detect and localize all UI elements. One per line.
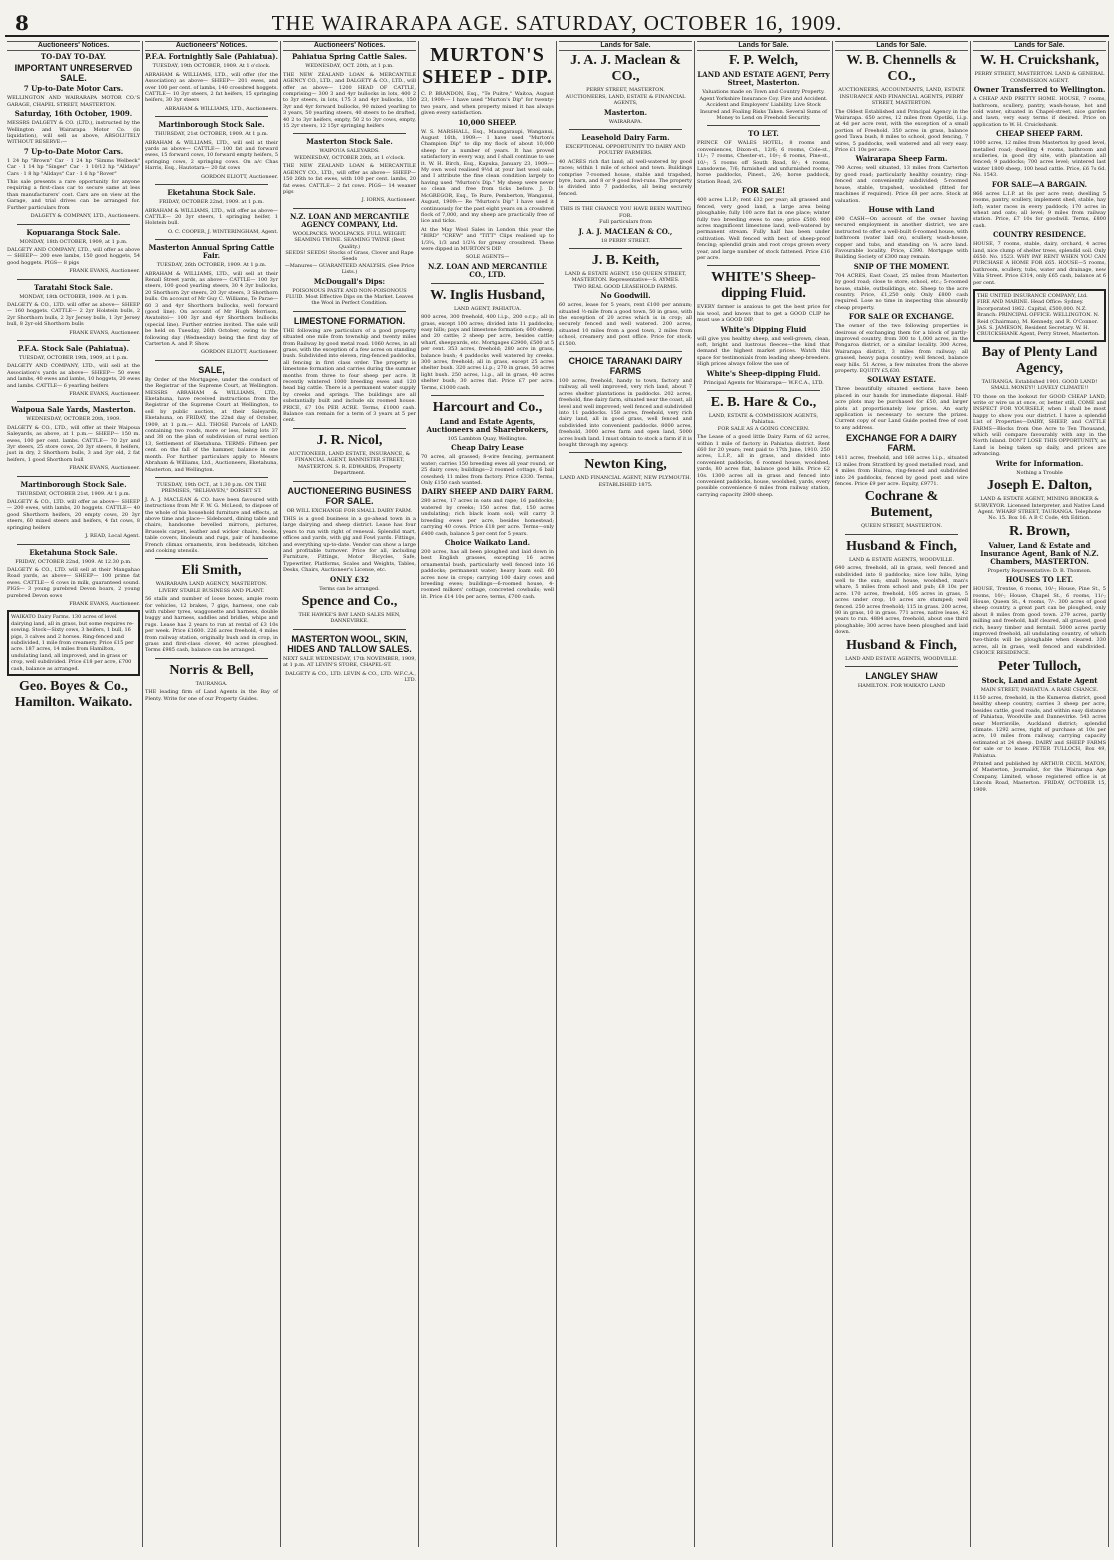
advert-body: By Order of the Mortgagee, under the conduct of the Registrar of the Supreme Court, at Wellington. MESSRS ABRAHAM & WILLIAMS, LTD., Eketahuna, have received instructions from the Registrar of the Supreme Court at Wellington, to sell by public auction, at their Saleyards, Eketahuna, on FRIDAY, the 22nd day of October, 1909, at 1 p.m.— ALL THOSE Parcels of LAND, containing two roods, more or less, being lots 37 and 38 on the plan of subdivision of rural section 13, Settlement of Eketahuna. TERMS: Fifteen per cent. on the fall of the hammer, balance in one month. For further particulars apply to Messrs Abraham & Williams, Ltd., Auctioneers, Eketahuna, Masterton, and Wellington. (145, 376, 278, 473)
centered-text: 105 Lambton Quay, Wellington. (447, 436, 528, 443)
sub-heading: Masterton Stock Sale. (306, 137, 393, 147)
advert-body: 60 acres, lease for 5 years, rent £100 per annum; situated ½-mile from a good town, 50 in grass, with the exception of 20 acres which is in crop; all securely fenced and well watered. 200 acres, situated 10 miles from a good town, 2 miles from school, creamery and post office. Price for stock, £1500. (559, 302, 692, 347)
divider (155, 116, 268, 117)
divider (17, 224, 130, 225)
sub-heading: Cheap Dairy Lease (451, 443, 524, 453)
column-6 (695, 41, 833, 1547)
centered-text: LAND & ESTATE AGENT, MINING BROKER & SURVEYOR. Licensed Interpreter, and Native Land Agent. WHARF STREET, TAURANGA. Telephone No. 15. Box 16. A B C Code, 4th Edition. (974, 496, 1105, 522)
advert-name: Husband & Finch, (846, 538, 957, 554)
sub-heading: 7 Up-to-Date Motor Cars. (23, 146, 124, 156)
divider (155, 477, 268, 478)
advert-body: PRINCE OF WALES HOTEL; 8 rooms and conveniences, Dixon-st., 12/6; 6 rooms, Cole-st., 11/-; 7 rooms, Chester-st., 10/-; 6 rooms, Pine-st., 10/-; 5 rooms off South Road, 8/-; 4 rooms, Lansdowne, 7/6; furnished and unfurnished rooms; horse paddocks, Pinest., 2/6; horse paddock, Station Road, 2/6. (697, 140, 830, 185)
advert-body: 1150 acres, freehold, in the Kumeroa district, good healthy sheep country, carries 3 sheep per acre, besides cattle, good roads, and within easy distance of Pahiatua, Woodville and Dannevirke. 543 acres near Morrisville, Auckland district; splendid climate. 1292 acres, right of purchase at 10s per acre, 10 miles from railway, carrying capacity estimated at 24 sheep. DAIRY and SHEEP FARMS for sale or to lease. PETER TULLOCH, Box 49, Pahiatua. (973, 695, 1106, 759)
sub-heading: Choice Waikato Land. (444, 537, 531, 547)
centered-text: HAMILTON. FOR WAIKATO LAND (857, 683, 946, 689)
advert-body: DALGETY AND COMPANY, LTD., will sell at the Association's yards as above— SHEEP— 50 ewes and lambs, 40 ewes and lambs, 10 hoggets, 20 ewes and lambs. CATTLE— 6 yearling heifers (7, 363, 140, 389)
advert-headline: MURTON'S SHEEP - DIP. (422, 44, 553, 88)
advert-body: HOUSE, Trentse, 6 rooms, 10/-; House, Pine St., 5 rooms, 10/-; House, Chapel St., 6 rooms, 11/-; House, Queen St., 4 rooms, 7/-. 300 acres of good sheep country, a great part can be ploughed, only about 8 miles from good town. 279 acres, partly milling and freehold, half cleared, all grassed, good rich, heavy timber and ferntail. 5000 acres partly improved freehold, all undulating country, of which two-thirds will be ploughable when cleared. 330 acres, all in grass, well fenced and subdivided. CHOICE RESIDENCE. (973, 586, 1106, 657)
advert-body: EVERY farmer is anxious to get the best price for his wool, and knows that to get a GOOD CLIP he must use a GOOD DIP. (697, 304, 830, 324)
centered-text: Valuations made on Town and Country Property. Agent Yorkshire Insurance Coy. Fire and Accident. Accident and Employers' Liability. Live Stock Insured and Foaling Risks Taken. Several Sums of Money to Lend on Freehold Security. (699, 89, 828, 122)
advert-body: HOUSE, 7 rooms, stable, dairy, orchard, 4 acres land, nice clump of shelter trees, splendid soil. Only £650. No. 1523. WHY PAY RENT WHEN YOU CAN PURCHASE A HOME FOR £65. HOUSE—5 rooms, bathroom, scullery, tubs, water and drainage, new Villa Street. Price £314, only £65 cash, balance at 6 per cent. (973, 241, 1106, 286)
divider (707, 390, 820, 391)
advert-body: 100 acres, freehold, handy to town, factory and railway, all well improved, very rich land, about 7 acres shelter plantations in paddocks. 202 acres, freehold, fine dairy farm, situated near the coast, all level and well improved; well fenced and subdivided into 11 paddocks. 158 acres, freehold, very rich dairy land, all in good grass, well fenced and subdivided into convenient paddocks. 8000 acres, freehold, 3000 acres farm and open land, 5000 acres bush land. I must obtain to stock a farm if it is bought through my agency. (559, 377, 692, 449)
advert-body: The Oldest Established and Principal Agency in the Wairarapa. 650 acres, 12 miles from Opotiki, l.i.p. at 4d per acre rent, with the exception of a small portion of Freehold. 350 acres in grass, balance good Tawa bush, 8 miles to school, good fencing, 7 wires, 5 paddocks, well watered and all very easy. Price £1 10s per acre. (835, 108, 968, 154)
centered-text: TWO REAL GOOD LEASEHOLD FARMS. (573, 283, 678, 290)
signature-line: DALGETY & COMPANY, LTD., Auctioneers. (30, 213, 140, 220)
signature-line: FRANK EVANS, Auctioneer. (69, 329, 140, 336)
centered-text: OR WILL EXCHANGE FOR SMALL DAIRY FARM. (286, 507, 413, 514)
divider (17, 401, 130, 402)
centered-text: THE HAWKE'S BAY LAND SALES MEN, DANNEVIRKE. (298, 611, 401, 625)
signature-line: FRANK EVANS, Auctioneer. (69, 268, 140, 275)
divider (155, 239, 268, 240)
advert-body: 280 acres, 17 acres in oats and rape; 16 paddocks; watered by creeks; 150 acres flat, 150 acres undulating; rich black loam soil; will carry 3 breeding ewes per acre, besides homestead; carrying 40 cows. Price £18 per acre. Terms—only £400 cash, balance 5 per cent for 5 years. (421, 498, 554, 537)
sub-heading: TO-DAY TO-DAY. (40, 52, 107, 62)
sub-heading: Write for Information. (995, 458, 1084, 468)
divider (707, 265, 820, 266)
sub-heading: Owner Transferred to Wellington. (973, 85, 1106, 95)
section-heading: SALE, (198, 364, 225, 375)
advert-body: TO those on the lookout for GOOD CHEAP LAND, write or wire us at once, or, better still, COME and INSPECT FOR YOURSELF, when I shall be most happy to show you our district. I have a splendid List of Properties—DAIRY, SHEEP, and CATTLE FARMS—Blocks from One Acre to Ten Thousand, which will compare favourably with any in the North Island. DON'T LOSE THIS OPPORTUNITY, as Land is being taken up daily, and prices are advancing. (973, 393, 1106, 458)
centered-text: LAND AND FINANCIAL AGENT, NEW PLYMOUTH. ESTABLISHED 1875. (559, 475, 692, 488)
divider (17, 476, 130, 477)
divider (17, 340, 130, 341)
centered-text: —Manures— GUARANTEED ANALYSIS. (See Price Lists.) (284, 262, 415, 276)
sub-heading: White's Dipping Fluid (720, 324, 807, 334)
advert-body: WELLINGTON AND WAIRARAPA MOTOR CO.'S GARAGE, CHAPEL STREET, MASTERTON. (7, 95, 140, 108)
advert-body: 640 acres, freehold, all in grass, well fenced and subdivided into 8 paddocks; nice low hills, lying well to the sun; small house, woolshed, man's whare, 5 miles from school and pub; £8 10s per acre. 170 acres, freehold, 105 acres in grass, 5 acres under crop, 10 acres are stumped; well fenced. 250 acres freehold; 115 in grass. 200 acres, 80 in grass, 10 in grass. 771 acres, native lease, 42 years to run. 4884 acres, freehold, about one third ploughable; 300 acres have been ploughed and laid down. (835, 565, 968, 636)
centered-text: WEDNESDAY, OCTOBER 20th, 1909. (26, 416, 121, 423)
centered-text: AUCTIONEERS, LAND, ESTATE & FINANCIAL AGENTS, (565, 93, 686, 107)
centered-text: Nothing a Trouble (1016, 469, 1063, 476)
centered-text: WEDNESDAY, OCT. 20th, at 1 p.m. (305, 63, 394, 70)
divider (431, 395, 544, 396)
divider (707, 125, 820, 126)
advert-body: The owner of the two following properties is desirous of exchanging them for a block of partly-improved country, from 300 to 1,000 acres, in the Pongaroa district, or a similar locality. 300 Acres, Wairarapa district, 3 miles from railway; all grassed, heavy papa country; well fenced, balance easy hills. 51 Acres, a few minutes from the above property. EQUITY £5,630. (835, 323, 968, 375)
divider (17, 544, 130, 545)
centered-text: THIS IS THE CHANCE YOU HAVE BEEN WAITING FOR. (560, 206, 691, 219)
advert-name: J. A. J. Maclean & CO., (570, 53, 681, 85)
centered-text: Principal Agents for Wairarapa— W.F.C.A., LTD. (703, 379, 824, 386)
centered-text: AUCTIONEERS, ACCOUNTANTS, LAND, ESTATE INSURANCE AND FINANCIAL AGENTS, PERRY STREET, MASTERTON. (838, 87, 965, 107)
advert-body: 400 acres L.I.P.; rent £32 per year; all grassed and fenced, very good land, a large area being ploughable; fully 100 acre flat in one place; winter fully two breeding ewes to one; price £500. 900 acres magnificent limestone land, well-watered by permanent stream. Fully half has been under cultivation. Well fenced with best of sheep-proof fencing; splendid grain and root crops grown every year, and large number of stock fattened. Price £16 per acre. (697, 197, 830, 261)
advert-body: At the May Wool Sales in London this year the "BIRD" "CREW" and "TITT" Clips realised up to 1/3¼, 1/3 and 1/2¼ for greasy crossbred. These were dipped in MURTON'S DIP. (421, 226, 554, 252)
advert-name: J. B. Keith, (591, 252, 660, 268)
centered-text: TUESDAY, 19th OCT., at 1.30 p.m. ON THE PREMISES, "BELHAVEN," DORSET ST. (156, 481, 267, 495)
sub-heading: 7 Up-to-Date Motor Cars. (23, 84, 124, 94)
advert-body: DALGETY & CO., LTD. will offer as above— SHEEP— 160 hoggets. CATTLE— 2 2yr Holstein bulls, 2 2yr Shorthorn bulls, 2 3yr Jersey bulls, 1 3yr Jersey bull, 8 2yr-old Shorthorn bulls (7, 301, 140, 328)
section-heading: LIMESTONE FORMATION. (293, 315, 406, 326)
sub-heading: DAIRY SHEEP AND DAIRY FARM. (421, 487, 554, 497)
sub-heading: CHEAP SHEEP FARM. (996, 129, 1083, 139)
sub-heading: Land and Estate Agents, Auctioneers and Sharebrokers, (426, 417, 549, 435)
centered-text: TAURANGA. (195, 680, 228, 687)
masthead (5, 5, 1109, 37)
advert-name: Cochrane & Butement, (864, 489, 939, 521)
advert-name: W. B. Chennells & CO., (846, 53, 957, 85)
advert-name: E. B. Hare & Co., (710, 395, 817, 410)
divider (155, 558, 268, 559)
divider (17, 279, 130, 280)
column-header: Lands for Sale. (697, 41, 830, 51)
advert-name: Eli Smith, (181, 563, 242, 579)
centered-text: TAURANGA. Established 1901. GOOD LAND! SMALL MONEY!! LOVELY CLIMATE!! (981, 378, 1098, 392)
advert-body: MESSRS DALGETY & CO. (LTD.), instructed by the Wellington and Wairarapa Motor Co. (in liquidation), will sell as above, ABSOLUTELY WITHOUT RESERVE:— (7, 120, 140, 146)
page-title: THE WAIRARAPA AGE. SATURDAY, OCTOBER 16, 1909. (271, 11, 843, 35)
section-heading: IMPORTANT UNRESERVED SALE. (14, 63, 133, 84)
centered-text: POISONOUS PASTE AND NON-POISONOUS FLUID. Most Effective Dips on the Market. Leaves the Wool in Perfect Condition. (285, 287, 414, 307)
advert-body: DALGETY AND COMPANY, LTD., will offer as above— SHEEP— 200 ewe lambs, 150 good hoggets, 54 good hoggets. PIGS— 8 pigs (7, 246, 140, 266)
sub-heading: COUNTRY RESIDENCE. (992, 230, 1087, 240)
section-heading: EXCHANGE FOR A DAIRY FARM. (845, 433, 957, 454)
advert-name: Husband & Finch, (846, 637, 957, 653)
advert-body: THE NEW ZEALAND LOAN & MERCANTILE AGENCY CO., LTD., and DALGETY & CO., LTD., will offer as above— 1200 HEAD OF CATTLE, comprising— 300 3 and 4yr bullocks in lots, 400 2 to 3yr steers, in lots, 175 3 and 4yr bullocks, 150 3yr and 4yr forward bullocks, 90 mixed yearling to 3 years, 50 yearling steers, 40 steers to be drafted, 40 2 to 3yr heifers, empty, 50 2 to 3yr cows, empty, 15 2yr steers, 12 15yr springing heifers (283, 71, 416, 130)
sub-heading: HOUSES TO LET. (1005, 575, 1074, 585)
advert-body: NEXT SALE WEDNESDAY, 17th NOVEMBER, 1909, at 1 p.m. AT LEVIN'S STORE, CHAPEL-ST. (283, 655, 416, 669)
advert-name: Geo. Boyes & Co., Hamilton. Waikato. (14, 679, 133, 710)
divider (845, 666, 958, 667)
divider (155, 184, 268, 185)
advert-body: This sale presents a rare opportunity for anyone requiring a first-class car to secure same at less than manufacturers' cost. Cars are on view at the Garage, and trial drives can be arranged for. Further particulars from (7, 179, 140, 211)
advert-name: WHITE'S Sheep-dipping Fluid. (711, 270, 816, 302)
column-header: Auctioneers' Notices. (283, 41, 416, 51)
advert-body: 790 Acres; well situated, 13 miles from Carterton by good road; particularly healthy country; ring-fenced and conveniently subdivided; 5-roomed house, stable, trapshed, woolshed (fitted for machines if required). Price £8 per acre. Stock at valuation. (835, 165, 968, 204)
sub-heading: FOR SALE—A BARGAIN. (991, 179, 1088, 189)
sub-heading: TO LET. (748, 129, 779, 139)
centered-text: LAND & ESTATE AGENT, 150 QUEEN STREET, MASTERTON. Representative—S. AYMES. (564, 270, 687, 284)
divider (569, 129, 682, 130)
advert-name: F. P. Welch, (728, 53, 799, 69)
sub-heading: Pahiatua Spring Cattle Sales. (291, 52, 408, 62)
signature-line: FRANK EVANS, Auctioneer. (69, 391, 140, 397)
column-header: Lands for Sale. (559, 41, 692, 51)
centered-text: FRIDAY, OCTOBER 22nd, 1909. at 1 p.m. (159, 199, 264, 206)
centered-text: AUCTIONEER, LAND ESTATE, INSURANCE, & FINANCIAL AGENT, BANNISTER STREET, MASTERTON. S. R. EDWARDS, Property Department. (288, 450, 411, 477)
column-5 (557, 41, 695, 1547)
centered-text: LAND AND ESTATE AGENTS, WOODVILLE. (845, 655, 958, 662)
advert-body: 200 acres, has all been ploughed and laid down in best English grasses, excepting 16 acres ornamental bush, particularly well fenced into 16 paddocks; permanent water; heavy loam soil. 60 acres now in crops; carrying 100 dairy cows and breeding ewes; buildings—6-roomed house, 4-roomed milkers' cottage, concreted cowbails; well lit. Price £14 10s per acre; terms, £700 cash. (421, 548, 554, 600)
advert-name: J. R. Nicol, (316, 432, 383, 448)
sub-heading: N.Z. LOAN AND MERCANTILE AGENCY COMPANY, Ltd. (290, 211, 409, 229)
sub-heading: Eketahuna Stock Sale. (29, 547, 118, 557)
advert-body: ABRAHAM & WILLIAMS, LTD., will offer as above— CATTLE— 20 3yr steers, 1 springing heifer, 1 Holstein bull. (145, 207, 278, 227)
sub-heading: Martinborough Stock Sale. (20, 479, 127, 489)
centered-text: THURSDAY, 21st OCTOBER, 1909. At 1 p.m. (154, 131, 269, 138)
advert-body: THE NEW ZEALAND LOAN & MERCANTILE AGENCY CO., LTD., will offer as above— SHEEP— 150 26th to fat ewes, with 100 per cent. lambs, 20 fat ewes. CATTLE— 2 fat cows. PIGS— 14 weaner pigs (283, 163, 416, 195)
centered-text: LAND & ESTATE AGENTS, WOODVILLE. (848, 556, 955, 563)
advert-name: Newton King, (584, 457, 667, 473)
centered-text: MAIN STREET, PAHIATUA. A RARE CHANCE. (980, 686, 1099, 693)
sub-heading: White's Sheep-dipping Fluid. (706, 368, 821, 378)
centered-text: EXCEPTIONAL OPPORTUNITY TO DAIRY AND POULTRY FARMERS. (565, 144, 686, 157)
divider (293, 428, 406, 429)
sub-heading: Stock, Land and Estate Agent (981, 675, 1098, 685)
advert-body: 1 24 hp "Brown" Car · 1 24 hp "Simms Welbeck" Car · 1 14 hp "Singer" Car · 1 10/12 hp "Alldays" Cars · 1 8 hp "Alldays" Car · 1 6 hp "Rover" (7, 157, 140, 177)
sub-heading: Kopuaranga Stock Sale. (26, 227, 121, 237)
divider (293, 629, 406, 630)
column-8 (971, 41, 1109, 1547)
signature-line: J. READ, Local Agent. (85, 533, 140, 540)
signature-line: FRANK EVANS, Auctioneer. (69, 465, 140, 472)
centered-text: LIVERY STABLE BUSINESS AND PLANT. (158, 587, 265, 594)
sub-heading: Eketahuna Stock Sale. (167, 188, 256, 198)
advert-name: Bay of Plenty Land Agency, (981, 344, 1098, 376)
advert-body: Three beautifully situated sections have been placed in our hands for immediate disposal. Half-acre plots may be purchased for £50, and larger plots at proportionately low prices. An early application is necessary to secure the prizes. Current copy of our Land Guide posted free of cost to any address. (835, 386, 968, 431)
divider (293, 133, 406, 134)
sub-heading: Wairarapa Sheep Farm. (855, 154, 948, 164)
centered-text: FOR SALE AS A GOING CONCERN. (717, 425, 810, 432)
centered-text: TUESDAY, 19th OCTOBER, 1909. At 1 o'clock. (152, 63, 271, 70)
advert-body: 1000 acres, 12 miles from Masterton by good level, metalled road; dwelling 4 rooms, bathroom and sculleries, in good dry site, with plantation all fenced; 9 paddocks; 700 acres level; wintered last winter 1800 sheep, 100 head cattle. Price, £6 7s 6d. No. 1543. (973, 140, 1106, 179)
divider (293, 208, 406, 209)
sub-heading: ONLY £32 (329, 574, 370, 584)
sub-heading: Taratahi Stock Sale. (34, 282, 113, 292)
advert-body: C. P. BRANDON, Esq., "Te Puitre," Waitoa, August 23, 1909:— I have used "Murton's Dip" for twenty-two years, and when property mixed it has always given every satisfaction. (421, 91, 554, 117)
column-header: Auctioneers' Notices. (7, 41, 140, 51)
sub-heading: Saturday, 16th October, 1909. (14, 109, 133, 119)
advert-body: 704 ACRES, East Coast, 25 miles from Masterton by good road; close to store, school, etc.; 5-roomed house, stable, outbuildings, etc. Sheep to the acre country. Price, £1,250 only. Only £800 cash required. Lose no time in inspecting this absurdly cheap property. (835, 272, 968, 311)
newspaper-page (5, 5, 1109, 1550)
column-2 (143, 41, 281, 1547)
advert-body: 800 acres, 300 freehold, 400 l.i.p., 200 o.r.p.; all in grass, except 100 acres; divided into 11 paddocks; easy hills; pays and limestone formation; 600 sheep, and 20 cattle; 2 sheep per acre, besides cattle; wharf, sheepyards, etc. Mortgages £2900, £500 at 5 per cent. 353 acres, freehold; 280 acre in grass, balance bush; 4 paddocks well watered by creeks. 300 acres, freehold; all in grass, except 25 acres shelter bush. 320 acres l.i.p.; 270 in grass, 50 acres light bush. 250 acres, l.i.p., all in grass, 40 acres shelter bush; 30 acres flat. Price £7 per acre. Terms, £1000 cash. (421, 314, 554, 391)
sub-heading: House with Land (868, 204, 935, 214)
signature-line: O. C. COOPER, J. WINTERINGHAM, Agent. (167, 228, 278, 235)
divider (569, 452, 682, 453)
signature-line: ABRAHAM & WILLIAMS, LTD., Auctioneers. (164, 105, 278, 112)
section-heading: AUCTIONEERING BUSINESS FOR SALE. (287, 485, 412, 506)
sub-heading: FOR SALE OR EXCHANGE. (848, 312, 955, 322)
column-3 (281, 41, 419, 1547)
advert-body: 56 stalls and number of loose boxes, ample room for vehicles, 12 brakes, 7 gigs, harness, one cab with rubber tyres, waggonette and harness, double buggy and harness, saddles and bridles, whips and rugs. Lease has 2 years to run at rental of £3 10s per week. Price £1600. 226 acres freehold, 4 miles from railway station, originally bush and in crop, in grass and first-class clover, 40 acres ploughed. Terms £985 cash, balance can be arranged. (145, 596, 278, 654)
section-heading: LANGLEY SHAW (865, 671, 938, 681)
advert-name: R. Brown, (1009, 523, 1070, 539)
advert-body: The Lease of a good little Dairy Farm of 62 acres, within 1 mile of factory in Pahiatua district. Rent £60 for 20 years; rent paid to 17th June, 1910. 250 acres, L.I.P., all in grass, and divided into convenient paddocks, 6 roomed house, woolshed, yards, 80 acres flat, balance good hills. Price £2 10s. 1300 acres all in grass and fenced into convenient paddocks, house, woolshed, yards, every possible convenience 6 miles from railway station, carrying capacity 2800 sheep. (697, 434, 830, 498)
divider (845, 534, 958, 535)
section-heading: MASTERTON WOOL, SKIN, HIDES AND TALLOW SALES. (287, 633, 412, 654)
sub-heading: Masterton. (603, 107, 648, 117)
sub-heading: Martinborough Stock Sale. (158, 120, 265, 130)
advert-body: DALGETY & CO., LTD., will offer at their Waipoua Saleyards, as above, at 1 p.m.— SHEEP— 150 m. ewes, 100 per cent. lambs. CATTLE— 70 2yr and 3yr steers, 25 store cows, 20 3yr steers, 8 heifers, just in dry, 2 Shorthorn bulls, 3 and 3yr old, 2 fat heifers, 1 good Shorthorn bull (7, 424, 140, 463)
sub-heading: Valuer, Land & Estate and Insurance Agent, Bank of N.Z. Chambers, MASTERTON. (980, 540, 1099, 566)
column-4 (419, 41, 557, 1547)
divider (155, 360, 268, 361)
advert-body: £90 CASH—On account of the owner having secured employment in another district, we are instructed to offer a well-built 6-roomed house, with bathroom (water laid on), scullery, wash-house, copper and tubs, and standing on ¼ acre land. Favourable locality. Price, £390. Mortgage with Building Society of £300 may remain. (835, 215, 968, 261)
sub-heading: FOR SALE! (741, 186, 786, 196)
divider (155, 658, 268, 659)
signature-line: FRANK EVANS, Auctioneer. (69, 600, 140, 607)
centered-text: 18 PERRY STREET. (600, 237, 651, 244)
sub-heading: McDougall's Dips: (313, 276, 386, 286)
advert-body: will give you healthy sheep, and well-grown, clean, soft, bright and lustrous fleeces—the kind that demand the highest market prices. Watch this space for testimonials from leading sheep-breeders. High prices always follow the use of (697, 335, 830, 368)
centered-text: LAND AGENT, PAHIATUA. (453, 305, 522, 312)
advert-name: Harcourt and Co., (432, 400, 543, 416)
boxed-advert: THE UNITED INSURANCE COMPANY, Ltd. FIRE AND MARINE. Head Office: Sydney. Incorporated 1862. Capital, £500,000. N.Z. Branch: PRINCIPAL OFFICE: WELLINGTON. N. Reid (Chairman), M. Kennedy, and R. O'Connor. JAS. S. JAMESON, Resident Secretary. W. H. CRUICKSHANK Agent, Perry Street, Masterton. (973, 289, 1106, 342)
centered-text: THURSDAY, OCTOBER 21st, 1909. At 1 p.m. (16, 490, 131, 497)
advert-body: 70 acres, all grassed; 8-wire fencing, permanent water; carries 150 breeding ewes all year round, or 25 dairy cows; buildings—2 roomed cottage, 6 bail cowshed; 11 miles from factory. Price £330. Terms, Only £150 cash wanted. (421, 454, 554, 487)
centered-text: WAIPOUA SALEYARDS. (319, 148, 380, 155)
sub-heading: 10,000 SHEEP. (458, 117, 517, 127)
advert-body: ABRAHAM & WILLIAMS, LTD., will offer (for the Association) as above— SHEEP— 201 ewes, and over 100 per cent. of lambs, 140 crossbred hoggets. CATTLE— 10 3yr steers, 2 fat heifers, 15 springing heifers, 30 3yr steers (145, 71, 278, 104)
centered-text: Property Representative: D. B. Thomson. (987, 567, 1092, 574)
centered-text: QUEEN STREET, MASTERTON. (860, 523, 943, 530)
advert-body: Printed and published by ARTHUR CECIL MATON, of Masterton, Journalist, for the Wairarapa Age Company, Limited, whose registered office is at Lincoln Road, Masterton. FRIDAY, OCTOBER 15, 1909. (973, 761, 1106, 793)
sub-heading: P.F.A. Fortnightly Sale (Pahiatua). (145, 52, 278, 62)
advert-name: Norris & Bell, (169, 662, 254, 678)
divider (569, 201, 682, 202)
columns-grid (5, 41, 1109, 1547)
divider (293, 311, 406, 312)
sub-heading: N.Z. LOAN AND MERCANTILE CO., LTD. (428, 261, 547, 279)
advert-body: DALGETY & CO., LTD. will sell at their Mangahao Road yards, as above— SHEEP— 100 prime fat ewes. CATTLE— 6 cows in milk, guaranteed sound. PIGS— 3 young purebred Devon boars, 2 young purebred Devon sows (7, 566, 140, 599)
advert-body: ABRAHAM & WILLIAMS, LTD., will sell at their Renall Street yards, as above— CATTLE— 100 3yr steers, 100 good yearling steers, 30 4 3yr bullocks, 20 Shorthorn 2yr steers, 20 3yr steers, 3 Shorthorn bulls. On account of Mr Guy C. Williams, Te Parae— 60 3 and 4yr Shorthorn bullocks, well forward (good line). On account of Mr Hugh Morrison, Awatoitoi— 100 3yr and 4yr Shorthorn bullocks (special line). Further entries invited. The sale will be held on Tuesday, 26th October, owing to the following day (Wednesday) being the first day of Carterton A. and P. Show. (145, 270, 278, 347)
advert-body: A CHEAP AND PRETTY HOME. HOUSE, 7 rooms, bathroom, scullery, pantry, wash-house, hot and cold water, situated in Chapel-street, nice garden and lawn, very easy terms if desired. Price on application to W. H. Cruickshank. (973, 96, 1106, 128)
advert-name: W. H. Cruickshank, (980, 53, 1099, 69)
signature-line: J. IORNS, Auctioneer. (361, 197, 416, 204)
centered-text: Full particulars from (599, 219, 652, 226)
divider (431, 283, 544, 284)
centered-text: PERRY STREET, MASTERTON. LAND & GENERAL COMMISSION AGENT. (974, 71, 1105, 84)
signature-line: GORDON ELIOTT, Auctioneer. (201, 349, 278, 356)
advert-body: THIS is a good business in a go-ahead town in a large dairying and sheep district. Lease has four years to run with right of renewal. Splendid mart, offices and yards, with gig and Fowl yards. Fittings, and everything up-to-date. Vendor can show a large and profitable turnover. Price for all, including Furniture, Fittings, Motor Bicycles, Safe, Typewriter, Platforms, Scales and Weights, Tables, Desks, Chairs, Auctioneer's License, etc. (283, 515, 416, 574)
centered-text: WAIRARAPA LAND AGENCY, MASTERTON. (155, 581, 268, 588)
advert-body: ABRAHAM & WILLIAMS, LTD., will sell at their yards as above— CATTLE— 100 fat and forward ewes, 15 forward cows, 10 forward empty heifers, 5 springing cows, 2 springing cows. On a/c Chas Harris, Esq., Hautotara— 20 fat cows (145, 139, 278, 172)
sub-heading: J. A. J. MACLEAN & CO., (578, 226, 673, 236)
column-7 (833, 41, 971, 1547)
column-header: Auctioneers' Notices. (145, 41, 278, 51)
centered-text: MONDAY, 18th OCTOBER, 1909. At 1 p.m. (19, 293, 128, 300)
signature-line: DALGETY & CO., LTD. LEVIN & CO., LTD. W.F.C.A., LTD. (285, 670, 416, 683)
sub-heading: LAND AND ESTATE AGENT, Perry Street, Masterton. (697, 70, 830, 88)
sub-heading: No Goodwill. (600, 291, 651, 301)
advert-body: 866 acres L.I.P. at 8s per acre rent; dwelling 5 rooms, pantry, scullery, implement shed, stable, hay loft; water races in every paddock; 170 acres in wheat and oats; all level; 9 miles from railway station. Price, £7 10s for goodwill. Terms, £800 cash. (973, 190, 1106, 229)
section-heading: CHOICE TARANAKI DAIRY FARMS (568, 355, 683, 376)
sub-heading: Leasehold Dairy Farm. (581, 133, 670, 143)
sub-heading: Waipoua Sale Yards, Masterton. (11, 405, 136, 415)
divider (569, 351, 682, 352)
advert-body: 1411 acres, freehold, and 168 acres l.i.p., situated 13 miles from Stratford by good metalled road, and 4 miles from Huiroa, ring-fenced and subdivided into 24 paddocks, fenced by good post and wire fences. Price £9 per acre. Equity, £9771. (835, 455, 968, 487)
column-1 (5, 41, 143, 1547)
advert-name: Peter Tulloch, (998, 658, 1081, 674)
advert-body: THE following are particulars of a good property situated one mile from township and twenty miles from Railway by good metal road. 1060 Acres, in all grass, with the exception of a few acres on standing bush. Subdivided into eleven, ring-fenced paddocks, all fencing in first class order. The property is limestone formation and carries during the summer months from three to four sheep per acre. It recently wintered 1000 breeding ewes and 120 head big cattle. There is a permanent water supply by creeks and springs. The buildings are all substantially built and include six roomed house. PRICE, £7 10s PER ACRE. Terms, £1000 cash. Balance can remain for a term of 3 years at 5 per cent. (283, 327, 416, 424)
advert-name: Spence and Co., (301, 593, 398, 609)
advert-name: Joseph E. Dalton, (986, 478, 1093, 494)
divider (293, 481, 406, 482)
advert-body: 40 ACRES rich flat land; all well-watered by good races; within 1 mile of school and town. Buildings comprise 7-roomed house, stable and trapshed, byre, barn, and 8 or 9 good fowl-runs. The property is divided into 7 paddocks, all being securely fenced. (559, 158, 692, 197)
centered-text: MONDAY, 18th OCTOBER, 1909, at 1 p.m. (19, 238, 128, 245)
centered-text: FRIDAY, OCTOBER 22nd, 1909. At 12.30 p.m. (15, 558, 132, 565)
centered-text: Terms can be arranged. (319, 585, 380, 592)
advert-name: W. Inglis Husband, (430, 287, 545, 303)
centered-text: WAIRARAPA. (608, 118, 643, 125)
advert-body: THE leading firm of Land Agents in the Bay of Plenty. Write for one of our Property Guides. (145, 689, 278, 702)
advert-body: W. S. MARSHALL, Esq., Maungaraupi, Wanganui, August 16th, 1909:— I have used "Murton's Champion Dip" to dip my flock of about 10,000 sheep for a number of years. It has proved satisfactory in every way, and I shall continue to use it. W. H. Birch, Esq., Kapuka, January 23, 1909:— My own wool realised 9½d at your last wool sale, and I attribute the fine clean condition largely to having used "Murton's Dip." My sheep were never so clean and free from ticks before. J. D. McGREGOR, Esq., Te Rure, Pemberton, Wanganui, August, 1909:— Re "Murton's Dip" I have used it continuously for the past eight years on a crossbred flock of 7,000, and my sheep are practically free of lice and ticks. (421, 128, 554, 225)
centered-text: WOOLPACKS. WOOLPACKS. FULL WEIGHT. SEAMING TWINE. SEAMING TWINE (Best Quality.) (292, 230, 407, 250)
centered-text: PERRY STREET, MASTERTON. (586, 87, 665, 94)
centered-text: SOLE AGENTS— (465, 254, 510, 261)
sub-heading: Masterton Annual Spring Cattle Fair. (148, 243, 275, 261)
signature-line: GORDON ELIOTT, Auctioneer. (201, 173, 278, 180)
sub-heading: P.F.A. Stock Sale (Pahiatua). (17, 343, 129, 353)
sub-heading: SNIP OF THE MOMENT. (853, 261, 950, 271)
centered-text: SEEDS! SEEDS! Stocks of Grass, Clover and Rape Seeds (285, 249, 414, 263)
boxed-advert: WAIKATO Dairy Farms. 130 acres of level dairying land, all in grass, but some requires re-sowing. Stock—Sixty cows, 3 heifers, 1 bull, 16 pigs, 3 calves and 2 horses. Ring-fenced and subdivided, 1 mile from creamery. Price £15 per acre. 187 acres, 14 miles from Hamilton, undulating land, all improved, and in grass or crop, well subdivided. Price £18 per acre, £700 cash, balance as arranged. (7, 610, 140, 676)
advert-body: DALGETY & CO., LTD. will offer as above— SHEEP— 200 ewes, with lambs, 20 hoggets. CATTLE— 40 good Shorthorn heifers, 20 empty cows, 20 3yr steers, 60 mixed steers and heifers, 4 fat cows, 8 springing heifers (7, 499, 140, 531)
column-header: Lands for Sale. (835, 41, 968, 51)
divider (569, 248, 682, 249)
centered-text: TUESDAY, OCTOBER 19th, 1909, at 1 p.m. (18, 354, 129, 361)
column-header: Lands for Sale. (973, 41, 1106, 51)
sub-heading: SOLWAY ESTATE. (867, 375, 936, 385)
centered-text: WEDNESDAY, OCTOBER 20th, at 1 o'clock. (294, 154, 405, 161)
centered-text: LAND, ESTATE & COMMISSION AGENTS, Pahiatua. (708, 413, 819, 426)
advert-body: J. A. J. MACLEAN & CO. have been favoured with instructions from Mr F. W. G. McLeod, to dispose of the whole of his household furniture and effects, at above time and place— Sideboard, dining table and chairs, handsome bevelled mirrors, pictures, Brussels carpet, leather and wicker chairs, books, table covers, linoleum and rugs, pair of handsome French climax ornaments, iron bedsteads, kitchen and cooking utensils. (145, 496, 278, 554)
page-number: 8 (15, 11, 29, 35)
centered-text: TUESDAY, 26th OCTOBER, 1909. At 1 p.m. (156, 262, 267, 269)
